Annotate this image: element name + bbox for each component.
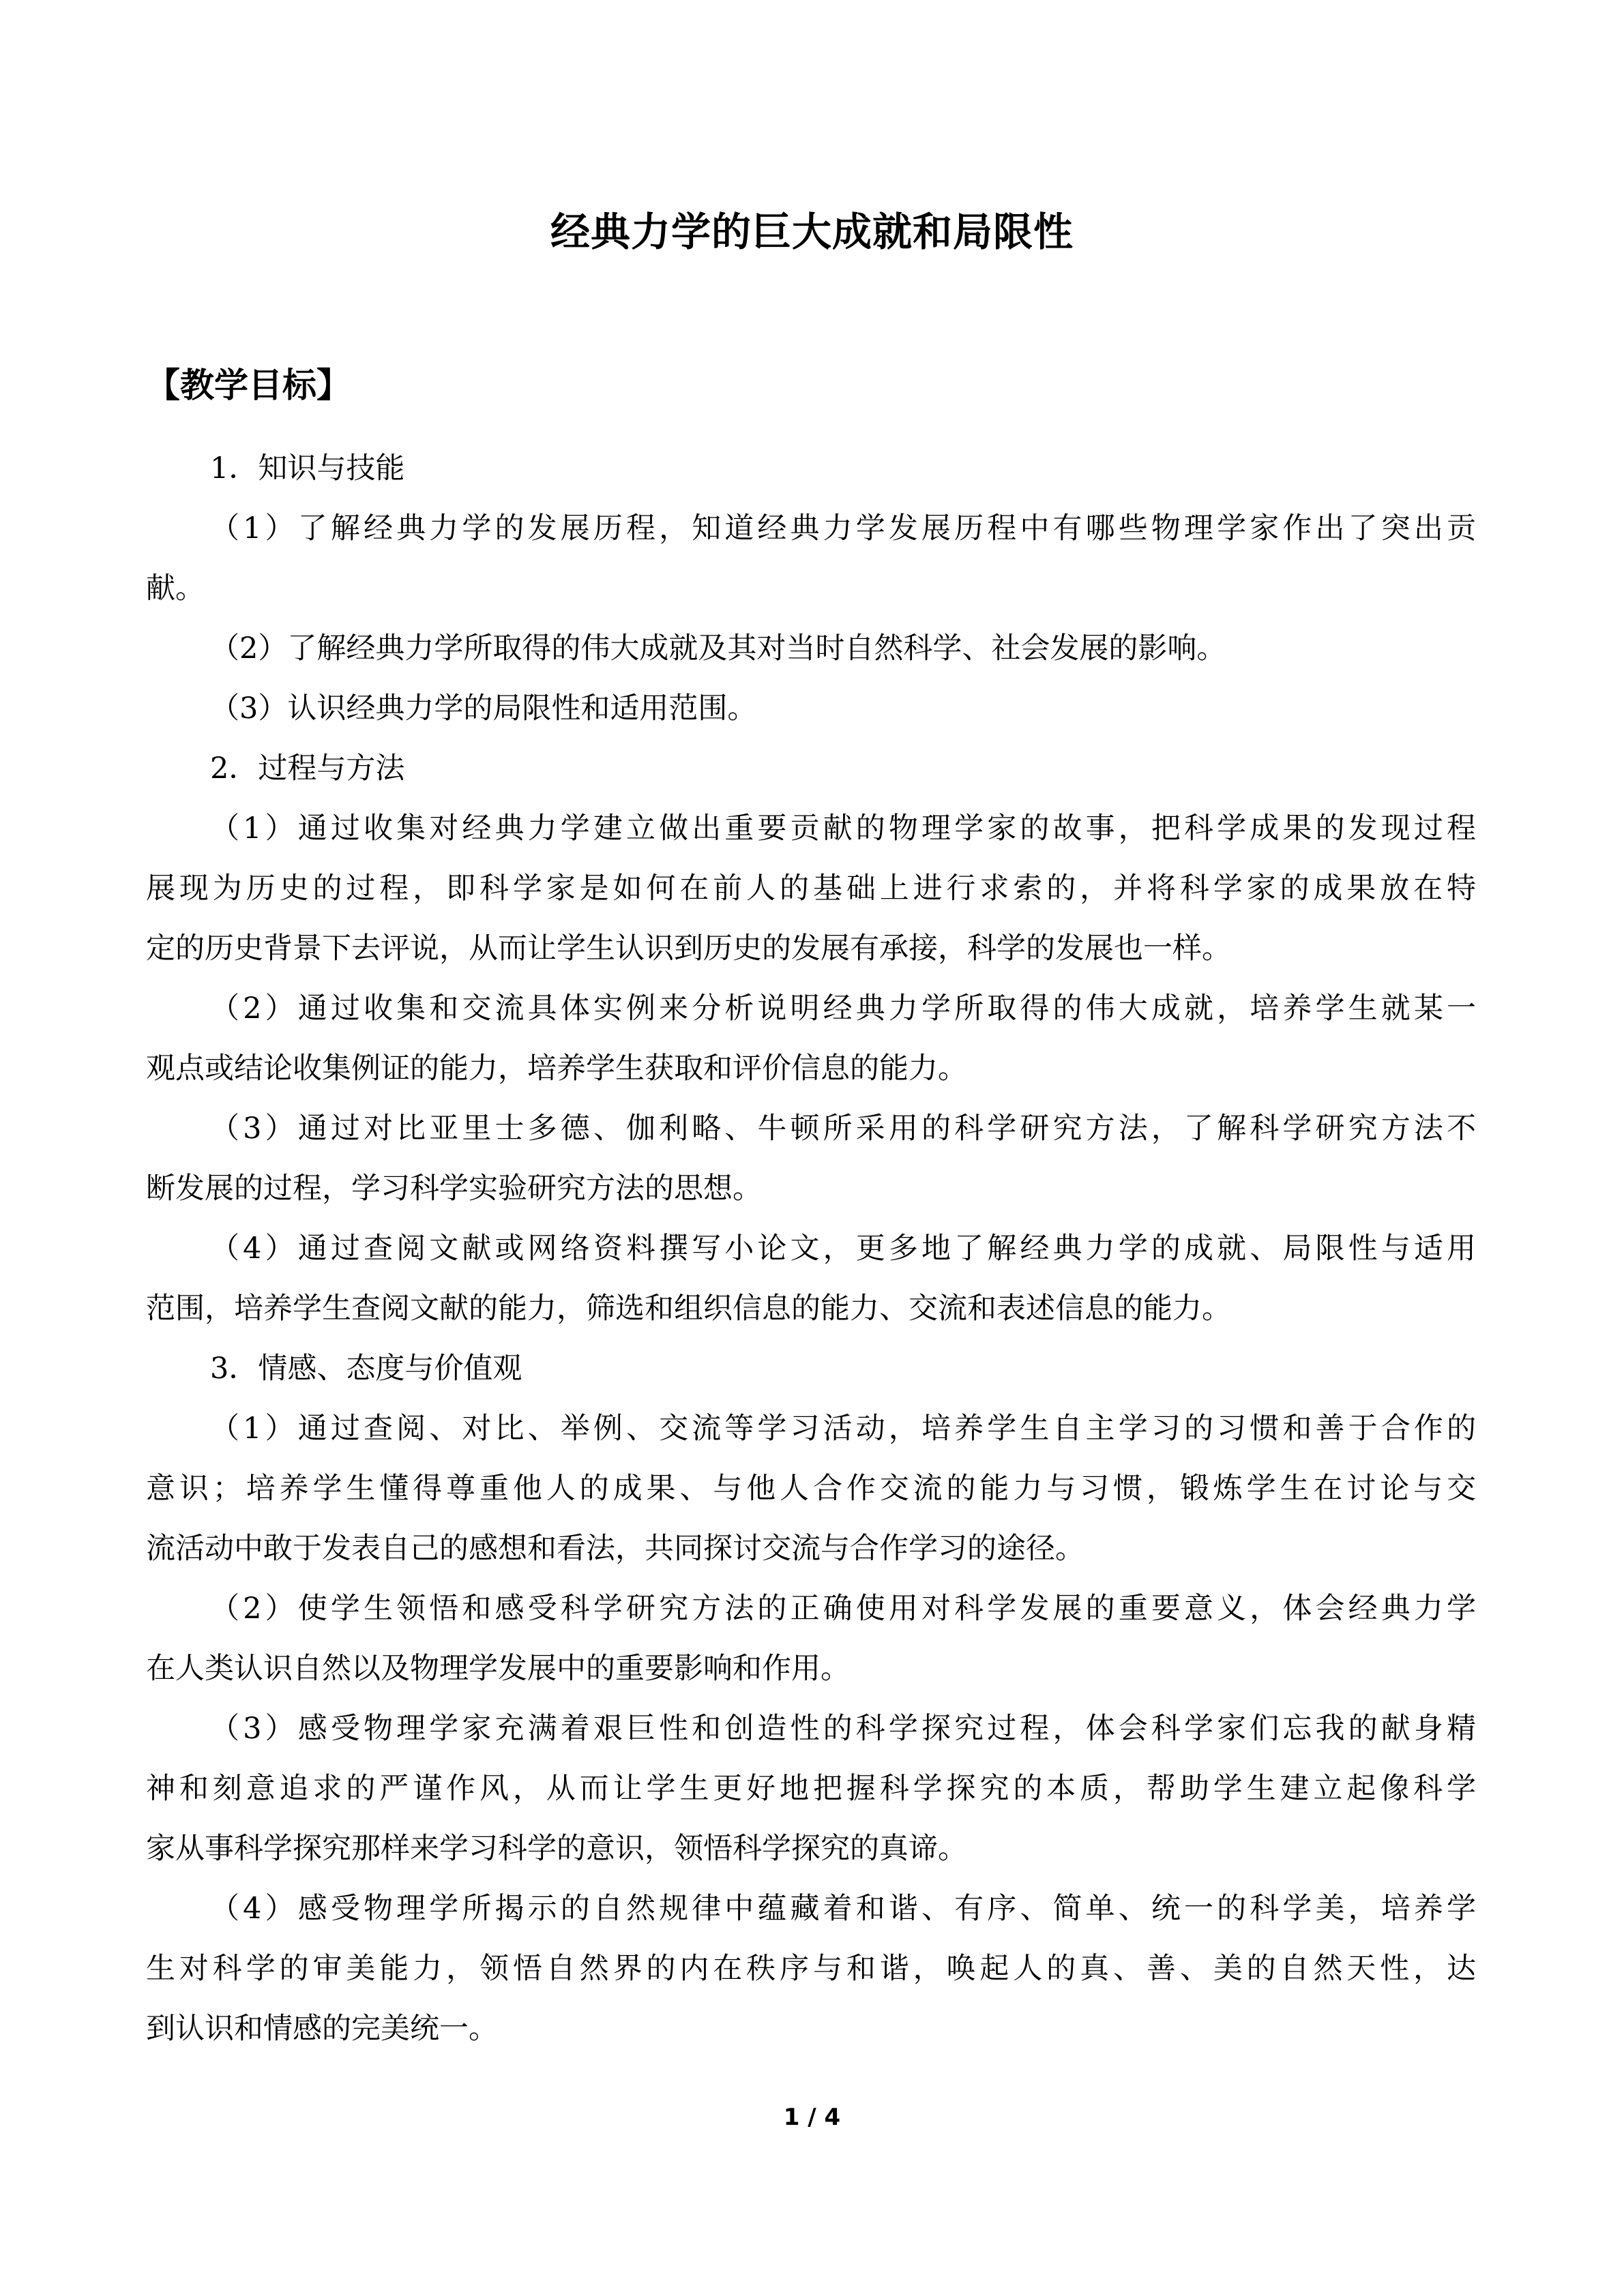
paragraph-line: （2）通过收集和交流具体实例来分析说明经典力学所取得的伟大成就，培养学生就某一: [210, 992, 1476, 1026]
paragraph-line: 断发展的过程，学习科学实验研究方法的思想。: [146, 1172, 762, 1206]
page-number: 1 / 4: [783, 2104, 841, 2131]
paragraph-line: （3）认识经典力学的局限性和适用范围。: [210, 691, 757, 726]
document-title: 经典力学的巨大成就和局限性: [550, 209, 1074, 255]
paragraph-line: （2）使学生领悟和感受科学研究方法的正确使用对科学发展的重要意义，体会经典力学: [210, 1592, 1476, 1626]
paragraph-line: 在人类认识自然以及物理学发展中的重要影响和作用。: [146, 1652, 850, 1686]
paragraph-line: 家从事科学探究那样来学习科学的意识，领悟科学探究的真谛。: [146, 1832, 967, 1866]
paragraph-line: （2）了解经典力学所取得的伟大成就及其对当时自然科学、社会发展的影响。: [210, 631, 1226, 666]
paragraph-line: 范围，培养学生查阅文献的能力，筛选和组织信息的能力、交流和表述信息的能力。: [146, 1292, 1231, 1326]
paragraph-line: （1）通过收集对经典力学建立做出重要贡献的物理学家的故事，把科学成果的发现过程: [210, 811, 1476, 846]
paragraph-line: 观点或结论收集例证的能力，培养学生获取和评价信息的能力。: [146, 1052, 967, 1086]
paragraph-line: 流活动中敢于发表自己的感想和看法，共同探讨交流与合作学习的途径。: [146, 1532, 1084, 1566]
paragraph-line: （1）通过查阅、对比、举例、交流等学习活动，培养学生自主学习的习惯和善于合作的: [210, 1412, 1476, 1446]
paragraph-line: 神和刻意追求的严谨作风，从而让学生更好地把握科学探究的本质，帮助学生建立起像科学: [146, 1772, 1476, 1806]
paragraph-line: 定的历史背景下去评说，从而让学生认识到历史的发展有承接，科学的发展也一样。: [146, 931, 1231, 966]
paragraph-line: 献。: [146, 571, 205, 606]
paragraph-line: 生对科学的审美能力，领悟自然界的内在秩序与和谐，唤起人的真、善、美的自然天性，达: [146, 1952, 1476, 1986]
paragraph-line: 意识；培养学生懂得尊重他人的成果、与他人合作交流的能力与习惯，锻炼学生在讨论与交: [146, 1472, 1476, 1506]
paragraph-line: （4）通过查阅文献或网络资料撰写小论文，更多地了解经典力学的成就、局限性与适用: [210, 1232, 1476, 1266]
paragraph-line: （1）了解经典力学的发展历程，知道经典力学发展历程中有哪些物理学家作出了突出贡: [210, 511, 1476, 546]
subsection-heading: 2．过程与方法: [210, 751, 405, 786]
paragraph-line: 到认识和情感的完美统一。: [146, 2012, 498, 2046]
paragraph-line: 展现为历史的过程，即科学家是如何在前人的基础上进行求索的，并将科学家的成果放在特: [146, 871, 1476, 906]
body-text: [146, 438, 1476, 2059]
paragraph-line: （4）感受物理学所揭示的自然规律中蕴藏着和谐、有序、简单、统一的科学美，培养学: [210, 1892, 1476, 1926]
paragraph-line: （3）感受物理学家充满着艰巨性和创造性的科学探究过程，体会科学家们忘我的献身精: [210, 1712, 1476, 1746]
subsection-heading: 1．知识与技能: [210, 451, 405, 486]
subsection-heading: 3．情感、态度与价值观: [210, 1352, 522, 1386]
paragraph-line: （3）通过对比亚里士多德、伽利略、牛顿所采用的科学研究方法，了解科学研究方法不: [210, 1112, 1476, 1146]
section-heading: 【教学目标】: [146, 366, 351, 405]
